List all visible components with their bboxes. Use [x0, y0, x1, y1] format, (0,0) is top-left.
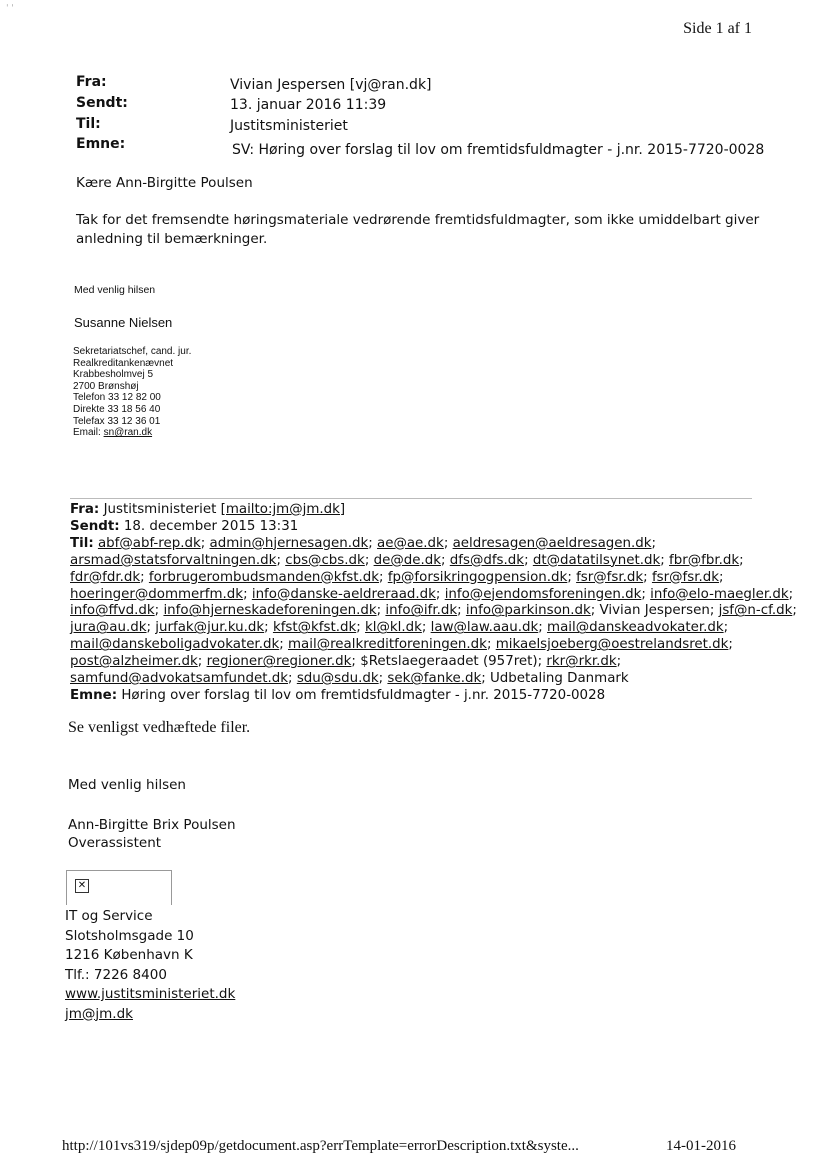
- recipient-email-link[interactable]: dt@datatilsynet.dk: [532, 552, 661, 568]
- recipient-email-link[interactable]: info@hjerneskadeforeningen.dk: [163, 603, 377, 619]
- recipient-separator: ;: [146, 620, 156, 636]
- fwd-recipients-line: [70, 671, 760, 688]
- signature-line: Telefon 33 12 82 00: [73, 392, 161, 404]
- fwd-to-label: Til:: [70, 535, 94, 551]
- recipient-separator: ;: [378, 671, 388, 687]
- recipient-email-link[interactable]: de@de.dk: [373, 552, 441, 568]
- recipient-email-link[interactable]: forbrugerombudsmanden@kfst.dk: [148, 569, 380, 585]
- recipient-separator: ;: [486, 637, 496, 653]
- recipient-separator: ;: [140, 569, 149, 585]
- fwd-from-line: [70, 502, 760, 519]
- recipient-separator: ;: [616, 654, 622, 670]
- page-number: Side 1 af 1: [683, 20, 752, 37]
- recipient-separator: ;: [643, 569, 652, 585]
- recipient-email-link[interactable]: info@ifr.dk: [385, 603, 458, 619]
- fwd-sent-value: 18. december 2015 13:31: [123, 518, 299, 534]
- fwd-recipients-line: [70, 620, 760, 637]
- recipient-email-link[interactable]: info@ffvd.dk: [70, 603, 155, 619]
- from-label: Fra:: [76, 74, 107, 90]
- signature-line: Krabbesholmvej 5: [73, 369, 154, 381]
- fwd-recipients-line: [70, 603, 797, 620]
- fwd-signer-name: Ann-Birgitte Brix Poulsen: [68, 817, 236, 833]
- recipient-separator: ;: [457, 603, 466, 619]
- fwd-sent-label: Sendt:: [70, 518, 120, 534]
- signature-line: Realkreditankenævnet: [73, 357, 174, 369]
- recipient-separator: ;: [739, 552, 744, 568]
- fwd-subject-label: Emne:: [70, 687, 118, 703]
- signature-line: Telefax 33 12 36 01: [73, 415, 161, 427]
- recipient-separator: ;: [279, 637, 289, 653]
- recipient-separator: ;: [200, 535, 210, 551]
- jm-email-link[interactable]: jm@jm.dk: [65, 1005, 133, 1022]
- recipient-email-link[interactable]: abf@abf-rep.dk: [97, 535, 201, 551]
- recipient-separator: ; $Retslaegeraadet (957ret);: [351, 654, 547, 670]
- fwd-closing: Med venlig hilsen: [68, 777, 186, 793]
- recipient-separator: ;: [660, 552, 670, 568]
- recipient-separator: ; Vivian Jespersen;: [590, 603, 719, 619]
- recipient-separator: ;: [538, 620, 548, 636]
- fwd-recipients-line: [70, 570, 760, 587]
- recipient-email-link[interactable]: fsr@fsr.dk: [651, 569, 720, 585]
- forwarded-header: [70, 502, 797, 705]
- recipient-separator: ;: [243, 586, 252, 602]
- recipient-email-link[interactable]: law@law.aau.dk: [430, 620, 539, 636]
- greeting: Kære Ann-Birgitte Poulsen: [76, 175, 253, 191]
- sent-label: Sendt:: [76, 95, 128, 111]
- recipient-separator: ;: [719, 569, 724, 585]
- recipient-separator: ;: [379, 569, 388, 585]
- reply-body-line-2: anledning til bemærkninger.: [76, 231, 268, 247]
- to-label: Til:: [76, 116, 101, 132]
- recipient-separator: ;: [356, 620, 366, 636]
- recipient-email-link[interactable]: jsf@n-cf.dk: [718, 603, 793, 619]
- recipient-email-link[interactable]: post@alzheimer.dk: [70, 654, 198, 670]
- broken-image-placeholder: [66, 870, 172, 905]
- recipient-separator: ;: [524, 552, 533, 568]
- recipient-separator: ;: [376, 603, 386, 619]
- fwd-from-label: Fra:: [70, 502, 100, 517]
- recipient-email-link[interactable]: info@elo-maegler.dk: [650, 586, 789, 602]
- reply-signer: Susanne Nielsen: [74, 315, 173, 330]
- recipient-separator: ;: [197, 654, 207, 670]
- message-divider: [70, 498, 752, 499]
- reply-body-line-1: Tak for det fremsendte høringsmateriale vedrørende fremtidsfuldmagter, som ikke umiddelbart giver: [76, 212, 760, 228]
- signature-email-link[interactable]: sn@ran.dk: [103, 427, 153, 439]
- signature-line: 2700 Brønshøj: [73, 380, 139, 392]
- recipient-separator: ;: [641, 586, 651, 602]
- recipient-email-link[interactable]: fp@forsikringogpension.dk: [387, 569, 568, 585]
- recipient-email-link[interactable]: sek@fanke.dk: [387, 671, 482, 687]
- recipient-separator: ;: [443, 535, 453, 551]
- recipient-email-link[interactable]: jura@au.dk: [70, 620, 147, 636]
- recipient-separator: ;: [154, 603, 164, 619]
- recipient-email-link[interactable]: cbs@cbs.dk: [285, 552, 365, 568]
- subject-label: Emne:: [76, 136, 126, 152]
- recipient-separator: ;: [368, 535, 378, 551]
- fwd-recipients-line: [70, 654, 760, 671]
- org-line: IT og Service: [65, 908, 153, 924]
- recipient-email-link[interactable]: aeldresagen@aeldresagen.dk: [452, 535, 652, 551]
- fwd-sent-line: [70, 519, 760, 536]
- recipient-email-link[interactable]: arsmad@statsforvaltningen.dk: [70, 552, 277, 568]
- subject-value: SV: Høring over forslag til lov om fremtidsfuldmagter - j.nr. 2015-7720-0028: [232, 142, 765, 158]
- from-value: Vivian Jespersen [vj@ran.dk]: [230, 77, 432, 93]
- reply-closing: Med venlig hilsen: [74, 284, 156, 296]
- recipient-email-link[interactable]: samfund@advokatsamfundet.dk: [70, 671, 289, 687]
- fwd-subject-value: Høring over forslag til lov om fremtidsfuldmagter - j.nr. 2015-7720-0028: [121, 687, 606, 703]
- reply-signature-block: [73, 346, 191, 439]
- recipient-email-link[interactable]: dfs@dfs.dk: [449, 552, 525, 568]
- recipient-separator: ;: [288, 671, 297, 687]
- attachments-note: Se venligst vedhæftede filer.: [68, 719, 251, 736]
- broken-image-icon: ✕: [75, 879, 89, 893]
- fwd-mailto-link[interactable]: [mailto:jm@jm.dk]: [220, 502, 346, 517]
- website-link[interactable]: www.justitsministeriet.dk: [65, 986, 236, 1002]
- recipient-separator: ;: [788, 586, 794, 602]
- org-address-block: [65, 907, 235, 1024]
- recipient-separator: ;: [364, 552, 374, 568]
- to-value: Justitsministeriet: [230, 118, 348, 134]
- recipient-email-link[interactable]: mail@realkreditforeningen.dk: [288, 637, 487, 653]
- recipient-email-link[interactable]: hoeringer@dommerfm.dk: [70, 586, 244, 602]
- org-line: 1216 København K: [65, 947, 193, 963]
- fwd-recipients-line: [70, 586, 794, 604]
- recipient-separator: ;: [276, 552, 286, 568]
- fwd-subject-line: [70, 688, 760, 705]
- fwd-recipients-line: [70, 536, 760, 553]
- scan-marks: ˈ ˈ: [6, 4, 14, 14]
- recipient-email-link[interactable]: info@danske-aeldreraad.dk: [251, 586, 436, 602]
- recipient-email-link[interactable]: mail@danskeadvokater.dk: [547, 620, 724, 636]
- recipient-separator: ;: [567, 569, 577, 585]
- recipient-separator: ; Udbetaling Danmark: [481, 671, 629, 687]
- recipient-separator: ;: [728, 637, 733, 653]
- recipient-email-link[interactable]: mikaelsjoeberg@oestrelandsret.dk: [495, 637, 729, 653]
- signature-email-line: [73, 427, 191, 439]
- recipient-separator: ;: [651, 535, 657, 551]
- org-line: Tlf.: 7226 8400: [65, 966, 167, 983]
- recipient-email-link[interactable]: ae@ae.dk: [377, 535, 444, 551]
- sent-value: 13. januar 2016 11:39: [230, 97, 387, 113]
- recipient-email-link[interactable]: fdr@fdr.dk: [70, 569, 141, 585]
- fwd-from-value: Justitsministeriet: [103, 502, 221, 517]
- signature-line: Direkte 33 18 56 40: [73, 403, 161, 415]
- recipient-email-link[interactable]: info@ejendomsforeningen.dk: [444, 586, 642, 602]
- recipient-separator: ;: [421, 620, 431, 636]
- email-label: Email:: [73, 427, 104, 439]
- recipient-separator: ;: [440, 552, 450, 568]
- signature-line: Sekretariatschef, cand. jur.: [73, 346, 192, 357]
- recipient-separator: ;: [723, 620, 729, 636]
- recipient-email-link[interactable]: fsr@fsr.dk: [576, 569, 644, 585]
- footer-url: http://101vs319/sjdep09p/getdocument.asp?errTemplate=errorDescription.txt&syste...: [62, 1138, 579, 1154]
- recipient-email-link[interactable]: admin@hjernesagen.dk: [209, 535, 369, 551]
- recipient-email-link[interactable]: mail@danskeboligadvokater.dk: [70, 637, 280, 653]
- recipient-email-link[interactable]: jurfak@jur.ku.dk: [155, 620, 265, 636]
- recipient-separator: ;: [792, 603, 797, 619]
- fwd-signer-title: Overassistent: [68, 835, 162, 851]
- footer-date: 14-01-2016: [666, 1138, 736, 1154]
- recipient-email-link[interactable]: rkr@rkr.dk: [546, 654, 617, 670]
- recipient-email-link[interactable]: regioner@regioner.dk: [206, 654, 352, 670]
- org-line: Slotsholmsgade 10: [65, 927, 194, 944]
- recipient-email-link[interactable]: sdu@sdu.dk: [296, 671, 379, 687]
- recipient-email-link[interactable]: kfst@kfst.dk: [272, 620, 357, 636]
- recipient-separator: ;: [435, 586, 445, 602]
- recipient-email-link[interactable]: fbr@fbr.dk: [669, 552, 740, 568]
- fwd-recipients-line: [70, 553, 760, 570]
- recipient-separator: ;: [264, 620, 273, 636]
- recipient-email-link[interactable]: kl@kl.dk: [365, 620, 422, 636]
- fwd-recipients-line: [70, 637, 760, 654]
- recipient-email-link[interactable]: info@parkinson.dk: [465, 603, 591, 619]
